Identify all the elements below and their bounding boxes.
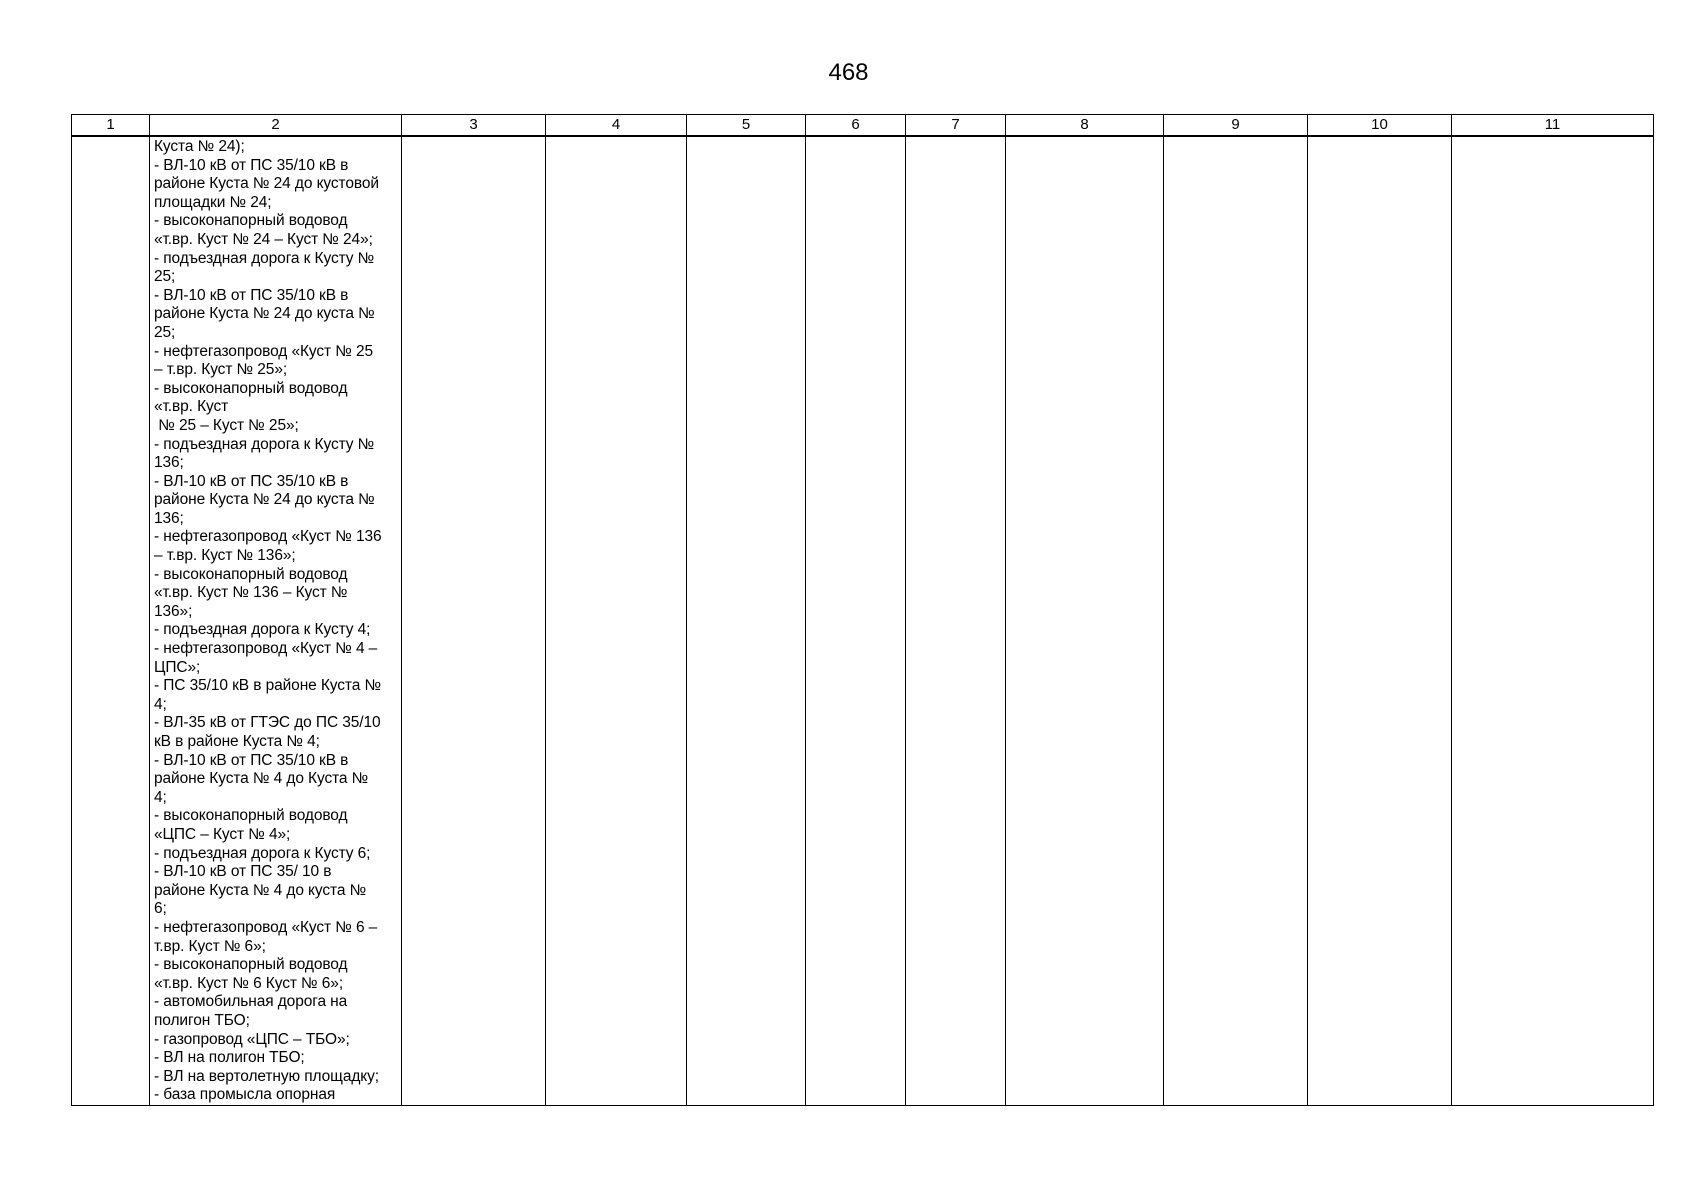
table-cell-col6	[806, 136, 906, 1106]
table-row	[72, 136, 1654, 1106]
column-header-6: 6	[806, 115, 906, 137]
column-header-4: 4	[546, 115, 687, 137]
table-cell-col5	[687, 136, 806, 1106]
object-list-text: Куста № 24); - ВЛ-10 кВ от ПС 35/10 кВ в районе Куста № 24 до кустовой площадки № 24; - высоконапорный водовод «т.вр. Куст № 24 – Куст № 24»; - подъездная дорога к Кусту № 25; - ВЛ-10 кВ от ПС 35/10 кВ в районе Куста № 24 до куста № 25; - нефтегазопровод «Куст № 25 – т.вр. Куст № 25»; - высоконапорный водовод «т.вр. Куст № 25 – Куст № 25»; - подъездная дорога к Кусту № 136; - ВЛ-10 кВ от ПС 35/10 кВ в районе Куста № 24 до куста № 136; - нефтегазопровод «Куст № 136 – т.вр. Куст № 136»; - высоконапорный водовод «т.вр. Куст № 136 – Куст № 136»; - подъездная дорога к Кусту 4; - нефтегазопровод «Куст № 4 – ЦПС»; - ПС 35/10 кВ в районе Куста № 4; - ВЛ-35 кВ от ГТЭС до ПС 35/10 кВ в районе Куста № 4; - ВЛ-10 кВ от ПС 35/10 кВ в районе Куста № 4 до Куста № 4; - высоконапорный водовод «ЦПС – Куст № 4»; - подъездная дорога к Кусту 6; - ВЛ-10 кВ от ПС 35/ 10 в районе Куста № 4 до куста № 6; - нефтегазопровод «Куст № 6 – т.вр. Куст № 6»; - высоконапорный водовод «т.вр. Куст № 6 Куст № 6»; - автомобильная дорога на полигон ТБО; - газопровод «ЦПС – ТБО»; - ВЛ на полигон ТБО; - ВЛ на вертолетную площадку; - база промысла опорная	[154, 138, 382, 1104]
column-header-3: 3	[402, 115, 546, 137]
column-header-11: 11	[1452, 115, 1654, 137]
table-cell-col4	[546, 136, 687, 1106]
table-cell-col3	[402, 136, 546, 1106]
page-number: 468	[828, 59, 869, 86]
table-cell-col7	[906, 136, 1006, 1106]
table-cell-col9	[1164, 136, 1308, 1106]
column-header-9: 9	[1164, 115, 1308, 137]
column-header-5: 5	[687, 115, 806, 137]
table-cell-col2	[150, 136, 402, 1106]
column-header-7: 7	[906, 115, 1006, 137]
table-cell-col8	[1006, 136, 1164, 1106]
table-cell-col11	[1452, 136, 1654, 1106]
column-header-2: 2	[150, 115, 402, 137]
table-cell-col1	[72, 136, 150, 1106]
column-header-8: 8	[1006, 115, 1164, 137]
table-header-row	[72, 115, 1654, 137]
column-header-10: 10	[1308, 115, 1452, 137]
column-header-1: 1	[72, 115, 150, 137]
table-cell-col10	[1308, 136, 1452, 1106]
data-table	[71, 114, 1654, 1106]
